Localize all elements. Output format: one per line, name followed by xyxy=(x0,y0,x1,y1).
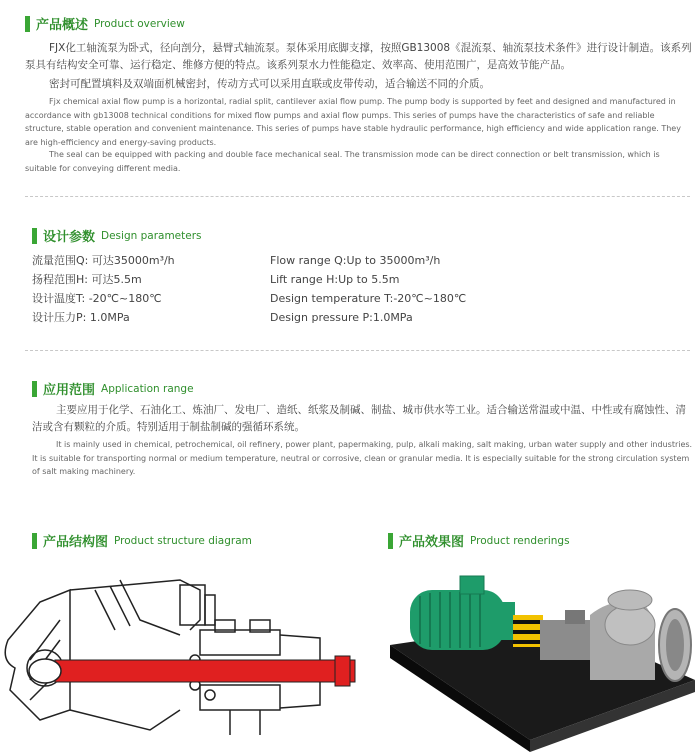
overview-cn-title: 产品概述 xyxy=(36,18,89,33)
param-lift-cn: 扬程范围H: 可达5.5m xyxy=(32,273,142,286)
param-pressure-cn: 设计压力P: 1.0MPa xyxy=(32,311,130,324)
pump-rendering-image xyxy=(380,560,700,752)
application-en-para: It is mainly used in chemical, petrochemical, oil refinery, power plant, papermaking, pulp, alkali making, salt making, urban water supply and other industries. It is suitable for transporting normal or medium temperature, neutral or corrosive, clean or granular media. It is especially suitable for the strong circulation system of salt making machinery. xyxy=(32,440,693,476)
overview-en-title: Product overview xyxy=(94,17,185,30)
design-en-list xyxy=(270,251,466,327)
divider xyxy=(25,196,690,197)
structure-cn-title: 产品结构图 xyxy=(43,535,109,550)
section-marker xyxy=(388,533,393,549)
param-flow-en: Flow range Q:Up to 35000m³/h xyxy=(270,254,441,267)
application-cn-para: 主要应用于化学、石油化工、炼油厂、发电厂、造纸、纸浆及制碱、制盐、城市供水等工业。适合输送常温或中温、中性或有腐蚀性、清洁或含有颗粒的介质。特别适用于制盐制碱的强循环系统。 xyxy=(32,404,686,433)
design-cn-list xyxy=(32,251,175,327)
divider xyxy=(25,350,690,351)
overview-cn-para2: 密封可配置填料及双端面机械密封，传动方式可以采用直联或皮带传动，适合输送不同的介质。 xyxy=(49,78,490,90)
overview-cn-para1: FJX化工轴流泵为卧式，径向剖分，悬臂式轴流泵。泵体采用底脚支撑，按照GB13008《混流泵、轴流泵技术条件》进行设计制造。该系列泵具有结构安全可靠、运行稳定、维修方便的特点。该系列泵水力性能稳定、效率高、使用范围广，是高效节能产品。 xyxy=(25,42,692,71)
section-marker xyxy=(32,228,37,244)
section-marker xyxy=(32,533,37,549)
param-temp-en: Design temperature T:-20℃~180℃ xyxy=(270,292,467,305)
structure-header xyxy=(32,531,252,550)
overview-en-para1: Fjx chemical axial flow pump is a horizontal, radial split, cantilever axial flow pump. The pump body is supported by feet and designed and manufactured in accordance with gb13008 technical conditions for mixed flow pumps and axial flow pumps. This series of pumps have the characteristics of safe and reliable structure, stable operation and convenient maintenance. This series of pumps have stable hydraulic performance, high efficiency and wide application range. They are high-efficiency and energy-saving products. xyxy=(25,97,681,147)
renderings-cn-title: 产品效果图 xyxy=(399,535,465,550)
design-en-title: Design parameters xyxy=(101,229,202,242)
structure-diagram-image xyxy=(0,560,365,752)
param-lift-en: Lift range H:Up to 5.5m xyxy=(270,273,400,286)
param-flow-cn: 流量范围Q: 可达35000m³/h xyxy=(32,254,175,267)
application-en-title: Application range xyxy=(101,382,194,395)
structure-en-title: Product structure diagram xyxy=(114,534,252,547)
renderings-en-title: Product renderings xyxy=(470,534,570,547)
renderings-header xyxy=(388,531,570,550)
overview-en-para2: The seal can be equipped with packing and double face mechanical seal. The transmission mode can be direct connection or belt transmission, which is suitable for conveying different media. xyxy=(25,150,660,173)
param-temp-cn: 设计温度T: -20℃~180℃ xyxy=(32,292,162,305)
section-marker xyxy=(25,16,30,32)
param-pressure-en: Design pressure P:1.0MPa xyxy=(270,311,413,324)
section-marker xyxy=(32,381,37,397)
overview-header xyxy=(25,14,185,33)
application-cn-title: 应用范围 xyxy=(43,383,96,398)
application-header xyxy=(32,379,194,398)
design-cn-title: 设计参数 xyxy=(43,230,96,245)
design-header xyxy=(32,226,202,245)
